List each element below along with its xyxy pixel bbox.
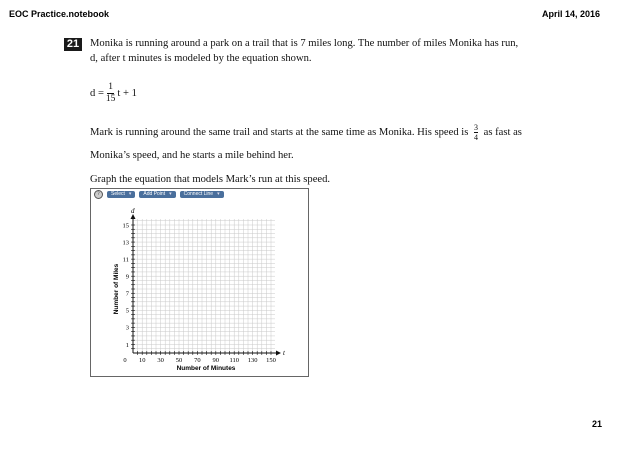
question-line-2: d, after t minutes is modeled by the equation shown. bbox=[90, 53, 312, 64]
select-tool-button[interactable] bbox=[107, 191, 135, 198]
x-axis-variable: t bbox=[283, 349, 285, 357]
connect-line-button[interactable] bbox=[180, 191, 224, 198]
add-point-button[interactable] bbox=[139, 191, 175, 198]
speed-fraction bbox=[474, 123, 478, 142]
help-icon[interactable]: ? bbox=[94, 190, 103, 199]
y-axis-variable: d bbox=[131, 207, 135, 215]
equation-denominator: 15 bbox=[105, 93, 116, 104]
x-tick-label: 150 bbox=[266, 357, 276, 364]
y-axis-label: Number of Miles bbox=[113, 263, 120, 315]
question-line-5: Graph the equation that models Mark’s run at this speed. bbox=[90, 174, 331, 185]
page-number: 21 bbox=[591, 419, 602, 429]
y-tick-label: 13 bbox=[122, 239, 129, 247]
chevron-down-icon: ▾ bbox=[128, 191, 132, 197]
question-line-3 bbox=[90, 123, 522, 142]
notebook-title: EOC Practice.notebook bbox=[9, 9, 110, 19]
question-line-1: Monika is running around a park on a trail that is 7 miles long. The number of miles Monika has run, bbox=[90, 38, 519, 49]
question-line-4: Monika’s speed, and he starts a mile behind her. bbox=[90, 150, 294, 161]
x-tick-label: 0 bbox=[123, 357, 127, 364]
x-tick-label: 70 bbox=[194, 357, 201, 364]
speed-numerator: 3 bbox=[474, 123, 479, 132]
y-tick-label: 5 bbox=[125, 307, 129, 315]
monika-equation bbox=[90, 80, 137, 106]
page-date: April 14, 2016 bbox=[541, 9, 600, 19]
x-tick-label: 90 bbox=[212, 357, 220, 364]
x-tick-label: 30 bbox=[157, 357, 164, 364]
x-tick-label: 130 bbox=[247, 357, 258, 364]
equation-lhs: d = bbox=[90, 87, 104, 99]
y-tick-label: 15 bbox=[122, 222, 129, 230]
equation-fraction bbox=[106, 82, 116, 105]
x-tick-label: 10 bbox=[138, 357, 146, 364]
chevron-down-icon: ▾ bbox=[217, 191, 220, 197]
connect-line-label: Connect Line bbox=[183, 191, 214, 197]
speed-text-b: as fast as bbox=[483, 126, 522, 138]
y-tick-label: 9 bbox=[125, 273, 129, 281]
graph-toolbar bbox=[91, 189, 311, 200]
select-tool-label: Select bbox=[111, 191, 125, 197]
add-point-label: Add Point bbox=[143, 191, 166, 197]
question-number: 21 bbox=[64, 38, 82, 51]
speed-denominator: 4 bbox=[474, 133, 479, 142]
chevron-down-icon: ▾ bbox=[169, 191, 172, 197]
equation-rhs: t + 1 bbox=[117, 87, 137, 99]
grid-lines bbox=[133, 219, 275, 353]
y-tick-label: 7 bbox=[125, 290, 129, 298]
tick-marks bbox=[131, 225, 271, 355]
x-axis-label: Number of Minutes bbox=[176, 365, 236, 372]
y-tick-label: 11 bbox=[122, 256, 129, 264]
y-tick-label: 1 bbox=[125, 341, 129, 349]
speed-text-a: Mark is running around the same trail and starts at the same time as Monika. His speed is bbox=[90, 126, 469, 138]
graph-plot[interactable] bbox=[91, 201, 308, 375]
graphing-widget bbox=[90, 188, 309, 377]
equation-numerator: 1 bbox=[108, 81, 114, 92]
x-axis-arrow bbox=[276, 351, 281, 356]
x-tick-label: 50 bbox=[175, 357, 183, 364]
x-tick-label: 110 bbox=[229, 357, 239, 364]
y-tick-label: 3 bbox=[125, 324, 129, 332]
